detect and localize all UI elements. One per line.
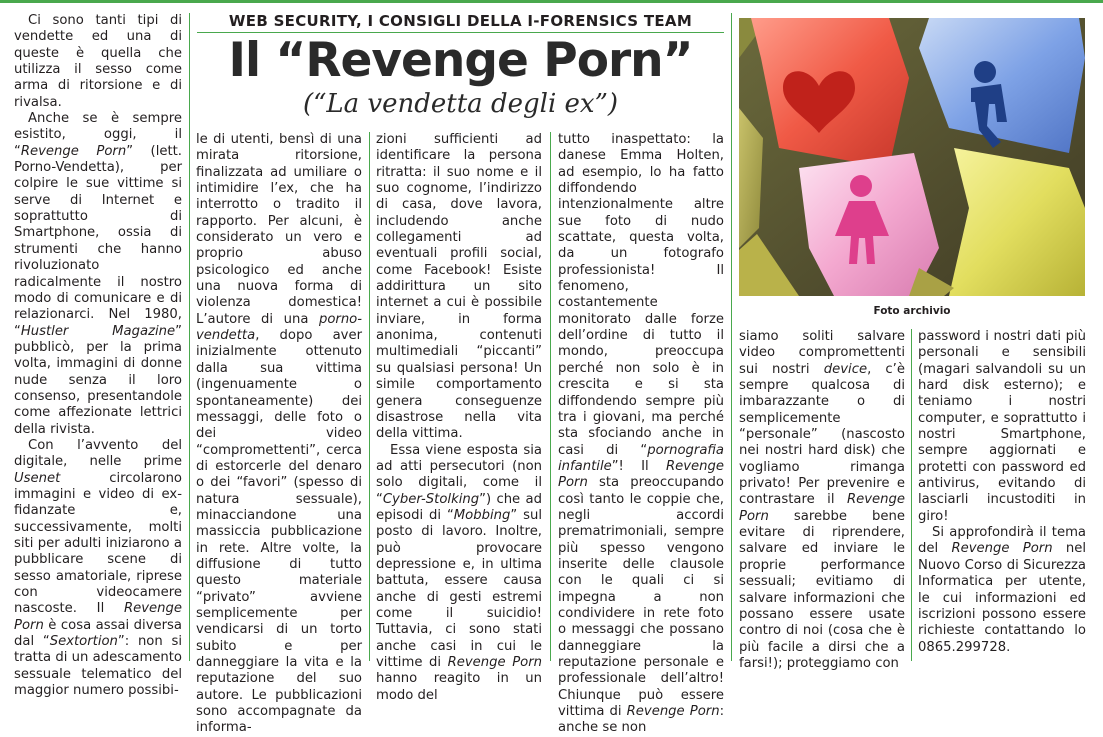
paragraph: Si approfondirà il tema del Revenge Porn nel Nuovo Corso di Sicurezza Informatica per utente, le cui informazioni ed iscrizioni possono essere richieste contattando lo 0865.299728. — [918, 525, 1087, 655]
article-column-4 — [558, 132, 724, 737]
header-rule — [197, 32, 724, 33]
article-column-3 — [376, 132, 542, 704]
column-divider — [911, 329, 912, 661]
photo-caption: Foto archivio — [873, 305, 951, 317]
article-column-1 — [14, 13, 182, 699]
column-divider — [369, 132, 370, 661]
article-column-6 — [918, 329, 1086, 656]
paragraph: Essa viene esposta sia ad atti persecutori (non solo digitali, come il “Cyber-Stolking”) che ad episodi di “Mobbing” sul posto di lavoro. Inoltre, può provocare depressione e, in ultima battuta, essere causa anche di gesti estremi come il suicidio! Tuttavia, ci sono stati anche casi in cui le vittime di Revenge Porn hanno reagito in un modo del — [376, 442, 542, 703]
column-divider — [550, 132, 551, 661]
top-green-line — [0, 0, 1103, 3]
headline: Il “Revenge Porn” — [228, 33, 693, 88]
paragraph: Ci sono tanti tipi di vendette ed una di queste è quella che utilizza il sesso come arma di ritorsione e di rivalsa. — [14, 13, 182, 110]
paragraph: Con l’avvento del digitale, nelle prime Usenet circolarono immagini e video di ex-fidanzate e, successivamente, molti siti per adulti iniziarono a pubblicare scene di sesso amatoriale, riprese con videocamere nascoste. Il Revenge Porn è cosa assai diversa dal “Sextortion”: non si tratta di un adescamento sessuale telematico del maggior numero possibi- — [14, 437, 183, 699]
subheadline: (“La vendetta degli ex”) — [302, 89, 619, 119]
keyboard-photo — [739, 18, 1085, 296]
article-header — [197, 11, 724, 119]
paragraph: zioni sufficienti ad identificare la persona ritratta: il suo nome e il suo cognome, l’indirizzo di casa, dove lavora, includendo anche collegamenti ad eventuali profili social, come Facebook! Esiste addirittura un sito internet a cui è possibile inviare, in forma anonima, contenuti multimediali “piccanti” su qualsiasi persona! Un simile comportamento genera conseguenze disastrose nella vita della vittima. — [376, 132, 542, 442]
article-column-2 — [196, 132, 362, 737]
column-divider — [731, 13, 732, 661]
kicker: WEB SECURITY, I CONSIGLI DELLA I-FORENSICS TEAM — [228, 12, 693, 30]
article-column-5 — [739, 329, 905, 672]
column-divider — [189, 13, 190, 661]
paragraph: Anche se è sempre esistito, oggi, il “Revenge Porn” (lett. Porno-Vendetta), per colpire le sue vittime si serve di Internet e soprattutto di Smartphone, ossia di strumenti che hanno rivoluzionato radicalmente il nostro modo di comunicare e di relazionarci. Nel 1980, “Hustler Magazine” pubblicò, per la prima volta, immagini di donne nude senza il loro consenso, presentandole come affezionate lettrici della rivista. — [14, 111, 183, 437]
paragraph: siamo soliti salvare video compromettenti sui nostri device, c’è sempre qualcosa di imbarazzante o di semplicemente “personale” (nascosto nei nostri hard disk) che vogliamo rimanga privato! Per prevenire e contrastare il Revenge Porn sarebbe bene evitare di riprendere, salvare ed inviare le proprie performance sessuali; evitiamo di salvare informazioni che possano essere usate contro di noi (cosa che è più facile a dirsi che a farsi!); proteggiamo con — [739, 329, 905, 671]
paragraph: password i nostri dati più personali e sensibili (magari salvandoli su un hard disk esterno); e teniamo i nostri computer, e soprattutto i nostri Smartphone, sempre aggiornati e protetti con password ed antivirus, evitando di lasciarli incustoditi in giro! — [918, 329, 1086, 524]
paragraph: tutto inaspettato: la danese Emma Holten, ad esempio, lo ha fatto diffondendo intenzionalmente altre sue foto di nudo scattate, questa volta, da un fotografo professionista! Il fenomeno, costantemente monitorato dalle forze dell’ordine di tutto il mondo, preoccupa perché non solo è in crescita e si sta diffondendo sempre più tra i giovani, ma perché sta sfociando anche in casi di “pornografia infantile”! Il Revenge Porn sta preoccupando così tanto le coppie che, negli accordi prematrimoniali, sempre più spesso vengono inserite delle clausole con le quali ci si impegna a non condividere in rete foto o messaggi che possano danneggiare la reputazione personale e professionale dell’altro! Chiunque può essere vittima di Revenge Porn: anche se non — [558, 132, 725, 736]
paragraph: le di utenti, bensì di una mirata ritorsione, finalizzata ad umiliare o intimidire l’ex, che ha interrotto o tradito il rapporto. Per alcuni, è considerato un vero e proprio abuso psicologico ed anche una nuova forma di violenza domestica! L’autore di una porno-vendetta, dopo aver inizialmente ottenuto dalla sua vittima (ingenuamente o spontaneamente) dei messaggi, delle foto o dei video “compromettenti”, cerca di estorcerle del denaro o dei “favori” (spesso di natura sessuale), minacciandone una massiccia pubblicazione in rete. Altre volte, la diffusione di tutto questo materiale “privato” avviene semplicemente per vendicarsi di un torto subito e per danneggiare la vita e la reputazione del suo autore. Le pubblicazioni sono accompagnate da informa- — [196, 132, 362, 736]
